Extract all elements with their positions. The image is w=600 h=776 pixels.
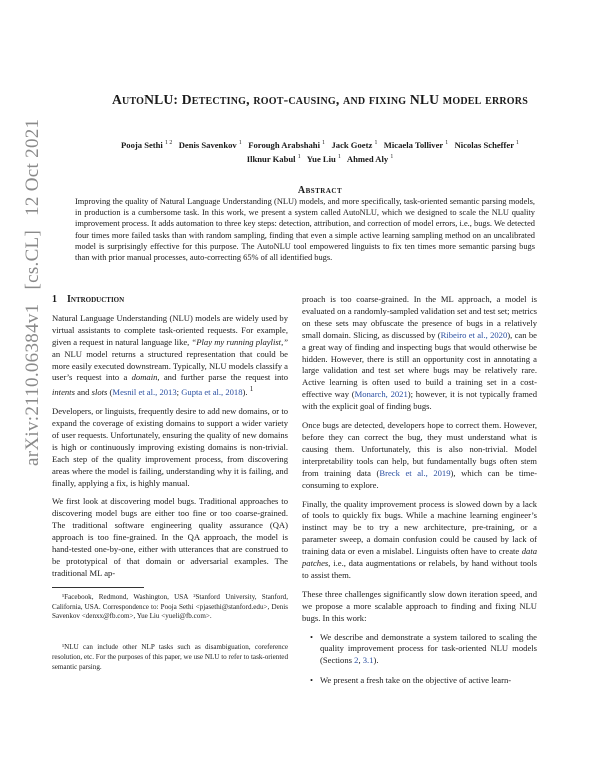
citation-link[interactable]: Breck et al., 2019 bbox=[379, 467, 451, 478]
footnote-marker[interactable]: 1 bbox=[249, 385, 254, 394]
citation-link[interactable]: Gupta et al., 2018 bbox=[181, 387, 243, 398]
paragraph: Finally, the quality improvement process is slowed down by a lack of tools to quickly fix bugs. While a machine learning engineer’s instinct may be to try a new architecture, pre-training, or a parameter sweep, a domain confusion could be caused by lack of training data or even a mislabel. Linguists often have to create data patches, i.e., data augmentations or relabels, by hand without tools to assist them. bbox=[302, 498, 537, 580]
citation-link[interactable]: Mesnil et al., 2013 bbox=[112, 387, 177, 398]
list-item: • We present a fresh take on the objective of active learn- bbox=[320, 675, 537, 687]
paragraph: proach is too coarse-grained. In the ML approach, a model is evaluated on a randomly-sampled validation set and test set; metrics on these sets may obfuscate the presence of bugs in a relatively small domain. Slicing, as discussed by (Ribeiro et al., 2020), can be a great way of finding and inspecting bugs that would otherwise be hidden. However, there is still an opportunity cost in annotating a large validation and test set where bugs may be relatively rare. Active learning is often used to build a training set in a cost-effective way (Monarch, 2021); however, it is not typically framed with the explicit goal of finding bugs. bbox=[302, 294, 537, 412]
paragraph: Natural Language Understanding (NLU) models are widely used by virtual assistants to complete task-oriented requests. For example, given a request in natural language like, “Play my running playlist,” an NLU model returns a structured representation that could be more easily executed downstream. Typically, NLU models classify a user’s request into a domain, and further parse the request into intents and slots (Mesnil et al., 2013; Gupta et al., 2018). $^1$ bbox=[52, 312, 288, 398]
section-heading bbox=[52, 294, 288, 306]
right-column bbox=[302, 294, 537, 695]
footnote-1: ¹NLU can include other NLP tasks such as disambiguation, coreference resolution, etc. For the purposes of this paper, we use NLU to refer to task-oriented semantic parsing. bbox=[52, 643, 288, 671]
paper-title: AutoNLU: Detecting, root-causing, and fixing NLU model errors bbox=[112, 92, 528, 107]
section-title: Introduction bbox=[67, 294, 125, 305]
author: Ilknur Kabul $^1$ bbox=[246, 154, 301, 165]
author: Forough Arabshahi $^1$ bbox=[248, 139, 326, 150]
list-item: • We describe and demonstrate a system tailored to scaling the quality improvement process for task-oriented NLU models (Sections 2, 3.1). bbox=[320, 632, 537, 668]
author: Yue Liu $^1$ bbox=[306, 154, 341, 165]
paragraph: Developers, or linguists, frequently desire to add new domains, or to expand the coverage of existing domains to support a wider variety of user requests. Unfortunately, ensuring the quality of new domains is high or continuously improving existing domains is non-trivial. Each step of the quality improvement process, from discovering areas where the model is failing, understanding why it is failing, and finally, applying a fix, is highly manual. bbox=[52, 406, 288, 488]
author-line-1 bbox=[70, 137, 570, 151]
author: Nicolas Scheffer $^1$ bbox=[454, 139, 519, 150]
citation-link[interactable]: Monarch, 2021 bbox=[354, 389, 408, 400]
section-ref-link[interactable]: 2 bbox=[354, 655, 359, 666]
author: Denis Savenkov $^1$ bbox=[178, 139, 242, 150]
citation-link[interactable]: Ribeiro et al., 2020 bbox=[440, 329, 508, 340]
arxiv-stamp bbox=[22, 105, 44, 466]
author: Ahmed Aly $^1$ bbox=[346, 154, 394, 165]
paragraph: These three challenges significantly slow down iteration speed, and we propose a more scalable approach to finding and fixing NLU bugs. In this work: bbox=[302, 588, 537, 623]
author: Pooja Sethi $^{1 2}$ bbox=[121, 139, 173, 150]
section-number: 1 bbox=[52, 294, 57, 305]
footnote-affiliations: ¹Facebook, Redmond, Washington, USA ²Stanford University, Stanford, California, USA. Correspondence to: Pooja Sethi <pjasethi@stanford.edu>, Denis Savenkov <denxx@fb.com>, Yue Liu <yueli@fb.com>. bbox=[52, 592, 288, 621]
arxiv-category: [cs.CL] bbox=[22, 229, 43, 290]
author: Jack Goetz $^1$ bbox=[331, 139, 378, 150]
paragraph: Once bugs are detected, developers hope to correct them. However, before they can correct the bug, they must understand what is causing them. Unfortunately, this is also non-trivial. Model interpretability tools can help, but fundamentally bugs often stem from training data (Breck et al., 2019), which can be time-consuming to explore. bbox=[302, 420, 538, 490]
section-ref-link[interactable]: 3.1 bbox=[362, 655, 374, 666]
author: Micaela Tolliver $^1$ bbox=[383, 139, 449, 150]
footnote-divider bbox=[52, 587, 144, 588]
contribution-list bbox=[302, 632, 537, 688]
author-list bbox=[70, 137, 570, 166]
arxiv-date: 12 Oct 2021 bbox=[22, 118, 43, 216]
abstract-body: Improving the quality of Natural Language Understanding (NLU) models, and more specifically, task-oriented semantic parsing models, in production is a cumbersome task. In this work, we present a system called AutoNLU, which we designed to scale the NLU quality improvement process. It adds automation to three key steps: detection, attribution, and correction of model errors, i.e., bugs. We detected four times more failed tasks than with random sampling, finding that even a simple active learning sampling method on an uncalibrated model is surprisingly effective for this purpose. The AutoNLU tool empowered linguists to fix ten times more semantic parsing bugs than with prior manual processes, auto-correcting 65% of all identified bugs. bbox=[75, 197, 535, 263]
abstract-heading: Abstract bbox=[297, 185, 343, 196]
paragraph: We first look at discovering model bugs. Traditional approaches to discovering model bugs are either too fine or too coarse-grained. The traditional software engineering quality assurance (QA) approach is too fine-grained. In the QA approach, the model is hand-tested one-by-one, either with utterances that are construed to be prototypical of that domain or adversarial examples. The traditional ML ap- bbox=[52, 496, 288, 578]
left-column bbox=[52, 294, 288, 680]
author-line-2 bbox=[70, 151, 570, 165]
arxiv-id: arXiv:2110.06384v1 bbox=[22, 303, 43, 466]
